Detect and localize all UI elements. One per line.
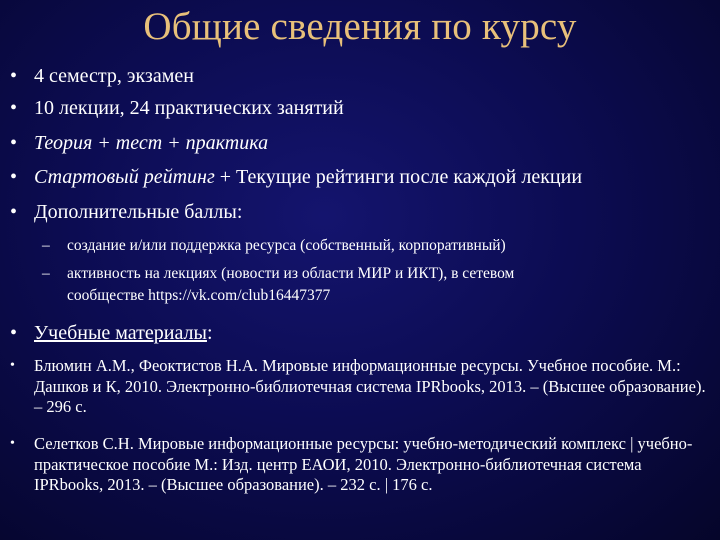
materials-heading [34,321,213,345]
bullet-text: 4 семестр, экзамен [34,65,194,87]
sub-text-line1: активность на лекциях (новости из области МИР и ИКТ), в сетевом [67,265,515,282]
bullet-icon: • [10,358,15,373]
slide-title: Общие сведения по курсу [143,5,577,48]
materials-label: Учебные материалы [34,322,207,344]
bullet-text [34,165,582,189]
sub-text: создание и/или поддержка ресурса (собственный, корпоративный) [67,237,506,254]
bullet-text: Теория + тест + практика [34,132,269,154]
rating-rest-text: + Текущие рейтинги после каждой лекции [214,166,583,188]
dash-icon: – [42,265,50,282]
reference-text: Селетков С.Н. Мировые информационные ресурсы: учебно-методический комплекс | учебно-практическое пособие М.: Изд. центр ЕАОИ, 2010. Электронно-библиотечная система IPRbooks, 2013. – (Высшее образование). – 232 с. | 176 с. [34,434,693,494]
bullet-icon: • [10,132,18,154]
bullet-icon: • [10,201,18,223]
bullet-text: 10 лекции, 24 практических занятий [34,97,344,119]
bullet-icon: • [10,65,18,87]
bullet-icon: • [10,322,18,344]
dash-icon: – [42,237,50,254]
bullet-icon: • [10,97,18,119]
sub-text-line2: сообществе https://vk.com/club16447377 [67,287,331,304]
bullet-icon: • [10,436,15,451]
reference-text: Блюмин А.М., Феоктистов Н.А. Мировые информационные ресурсы. Учебное пособие. М.: Дашков и К, 2010. Электронно-библиотечная система IPRbooks, 2013. – (Высшее образование). – 296 с. [34,356,706,416]
bullet-icon: • [10,166,18,188]
materials-colon: : [206,322,213,344]
rating-italic-text: Стартовый рейтинг [34,166,215,188]
bullet-text: Дополнительные баллы: [34,201,243,223]
